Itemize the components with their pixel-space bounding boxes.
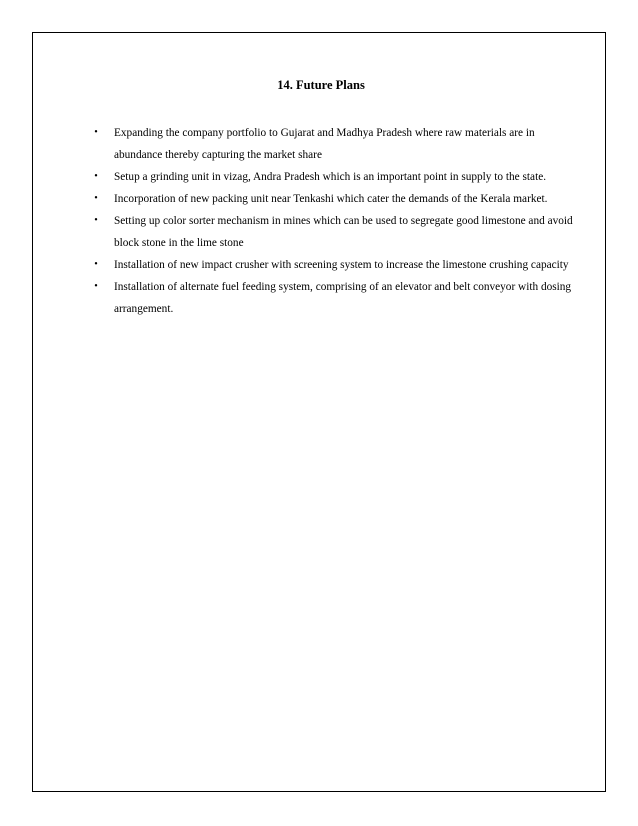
list-item: [94, 166, 574, 188]
bullet-icon: •: [94, 127, 98, 138]
future-plans-list: [94, 122, 574, 320]
bullet-icon: •: [94, 281, 98, 292]
list-item-text: Incorporation of new packing unit near Tenkashi which cater the demands of the Kerala market.: [114, 193, 548, 205]
bullet-icon: •: [94, 171, 98, 182]
list-item-text: Setup a grinding unit in vizag, Andra Pradesh which is an important point in supply to the state.: [114, 171, 547, 183]
list-item: [94, 210, 574, 254]
list-item: [94, 188, 574, 210]
list-item-text: Installation of new impact crusher with screening system to increase the limestone crushing capacity: [114, 259, 569, 271]
page-title: 14. Future Plans: [277, 78, 365, 92]
list-item-text: Setting up color sorter mechanism in mines which can be used to segregate good limestone and avoid block stone in the lime stone: [114, 215, 573, 249]
list-item: [94, 122, 574, 166]
bullet-icon: •: [94, 193, 98, 204]
bullet-icon: •: [94, 215, 98, 226]
list-item-text: Installation of alternate fuel feeding system, comprising of an elevator and belt conveyor with dosing arrangement.: [114, 281, 572, 315]
list-item: [94, 254, 574, 276]
list-item-text: Expanding the company portfolio to Gujarat and Madhya Pradesh where raw materials are in abundance thereby capturing the market share: [114, 127, 535, 161]
bullet-icon: •: [94, 259, 98, 270]
list-item: [94, 276, 574, 320]
